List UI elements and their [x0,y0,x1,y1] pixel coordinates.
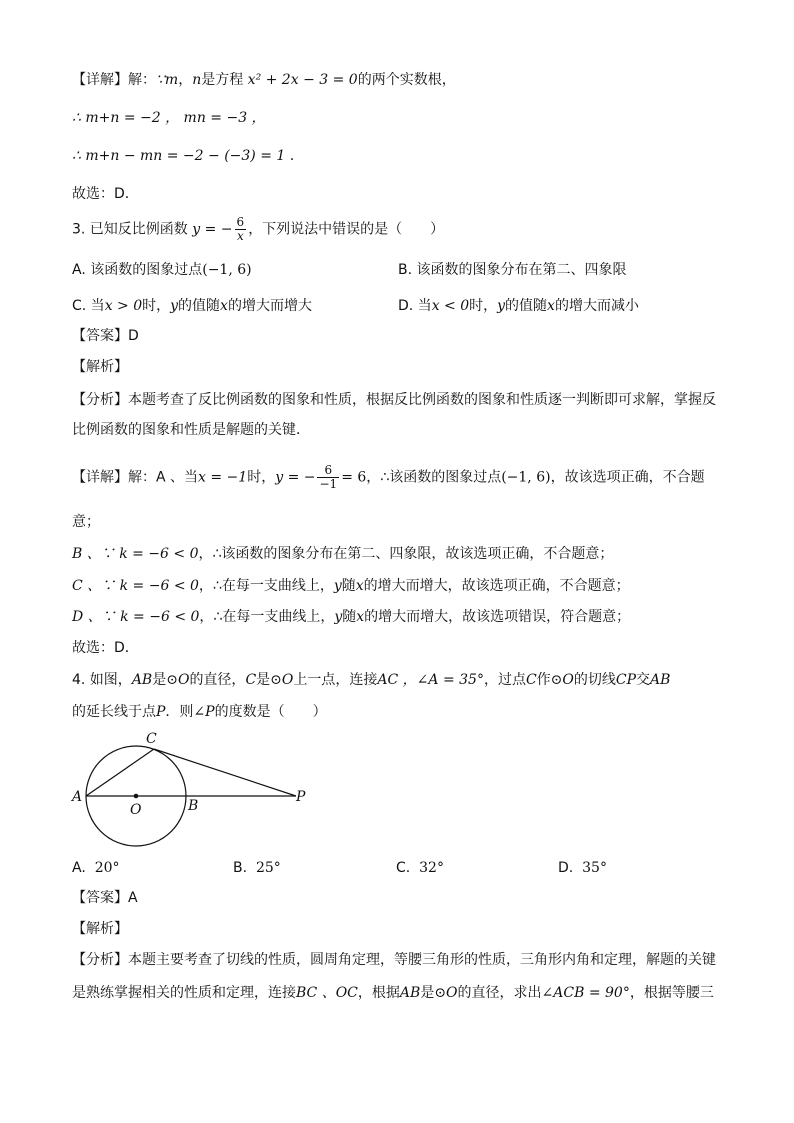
detail-3-c: C 、∵ k = −6 < 0，∴在每一支曲线上，y随x的增大而增大，故该选项正确，不合题意； [72,578,630,594]
detail-line-2: ∴ m+n = −2 ， mn = −3 ， [72,110,266,126]
label-b: B [188,798,199,814]
option-4d: D. 35° [558,860,607,876]
point-o [134,794,139,799]
option-3b: B. 该函数的图象分布在第二、四象限 [398,262,627,278]
label-p: P [296,789,306,805]
answer-3: 【答案】D [72,328,139,344]
line-ac [86,749,154,796]
detail-3-d: D 、∵ k = −6 < 0，∴在每一支曲线上，y随x的增大而增大，故该选项错误，符合题意； [72,609,631,625]
question-4-line-2: 的延长线于点P．则∠P的度数是（ ） [72,704,327,720]
detail-3-line-2: 意； [72,514,100,530]
equation: x² + 2x − 3 = 0 [247,72,358,88]
option-4c: C. 32° [396,860,444,876]
analysis-heading-3: 【解析】 [72,359,128,375]
line-cp [154,749,296,796]
option-3a: A. 该函数的图象过点(−1, 6) [72,262,252,278]
answer-choice-line-3: 故选：D． [72,640,139,656]
analysis-3-line-1: 【分析】本题考查了反比例函数的图象和性质，根据反比例函数的图象和性质逐一判断即可求解，掌握反 [72,392,716,408]
label-a: A [72,789,83,805]
label-o: O [130,802,142,818]
fraction: $\frac{6}{x}$ [236,215,245,243]
detail-line-1: 【详解】解：∵m，n是方程 x² + 2x − 3 = 0的两个实数根， [72,72,456,88]
geometry-figure [68,728,328,858]
option-4b: B. 25° [233,860,281,876]
analysis-4-line-2: 是熟练掌握相关的性质和定理，连接BC 、OC，根据AB是⊙O的直径，求出∠ACB = 90°，根据等腰三 [72,985,714,1001]
option-3c: C. 当x > 0时，y的值随x的增大而增大 [72,298,312,314]
analysis-4-line-1: 【分析】本题主要考查了切线的性质，圆周角定理，等腰三角形的性质，三角形内角和定理，解题的关键 [72,952,716,968]
label-c: C [146,731,157,747]
analysis-heading-4: 【解析】 [72,921,128,937]
option-4a: A. 20° [72,860,120,876]
detail-line-3: ∴ m+n − mn = −2 − (−3) = 1 . [72,148,295,164]
question-4-line-1: 4. 如图，AB是⊙O的直径，C是⊙O上一点，连接AC ，∠A = 35°，过点C作⊙O的切线CP交AB [72,672,671,688]
question-3: 3. 已知反比例函数 y = − $\frac{6}{x}$ ，下列说法中错误的是（ ） [72,215,445,243]
detail-3-line-1: 【详解】解：A 、当x = −1时，y = − $\frac{6}{-1}$ = 6，∴该函数的图象过点(−1, 6)，故该选项正确，不合题 [72,463,705,491]
answer-choice-line: 故选：D． [72,186,139,202]
answer-4: 【答案】A [72,890,138,906]
analysis-3-line-2: 比例函数的图象和性质是解题的关键． [72,422,310,438]
option-3d: D. 当x < 0时，y的值随x的增大而减小 [398,298,639,314]
detail-3-b: B 、∵ k = −6 < 0，∴该函数的图象分布在第二、四象限，故该选项正确，不合题意； [72,546,614,562]
